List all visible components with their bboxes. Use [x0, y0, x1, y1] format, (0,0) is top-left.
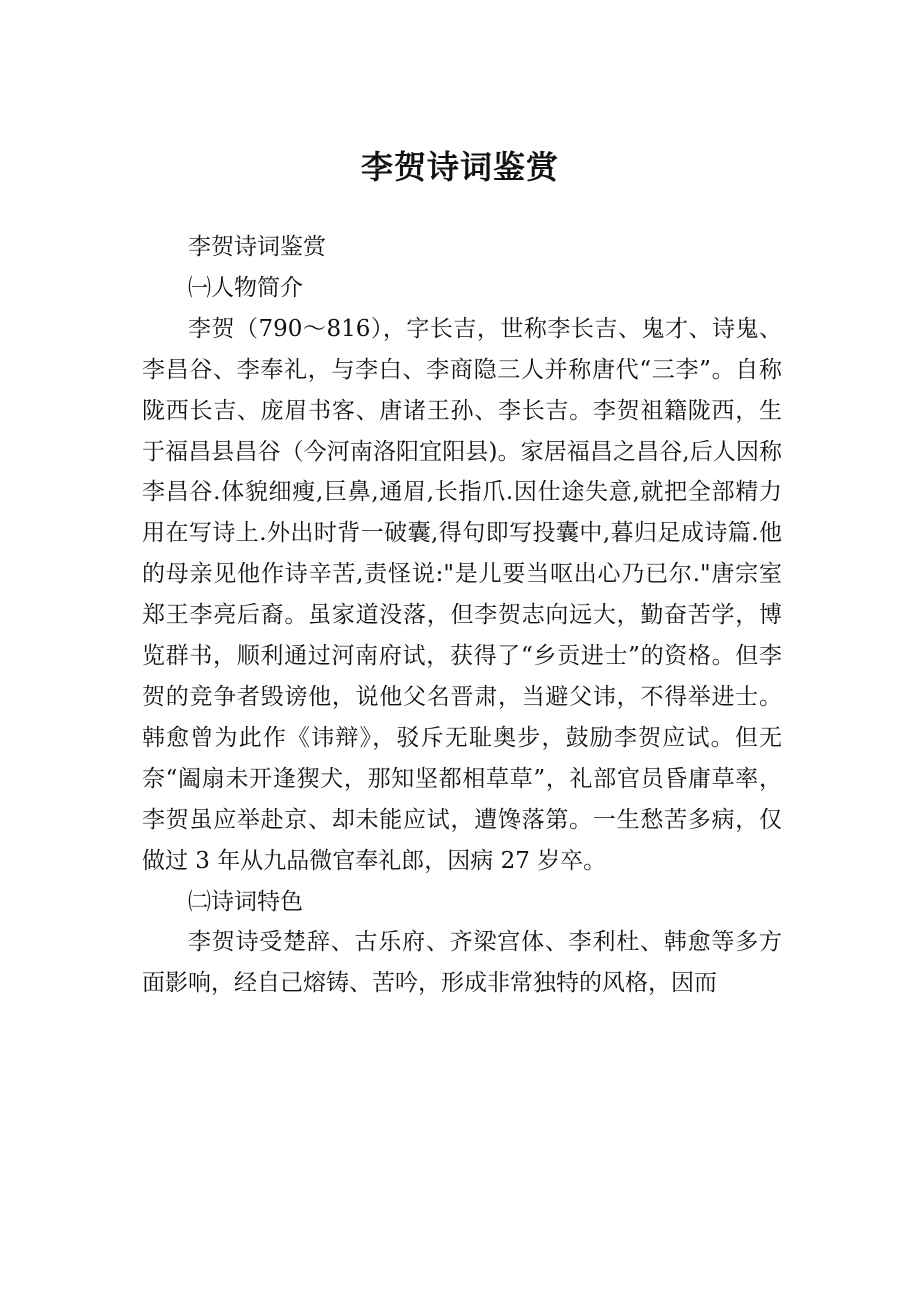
biography-paragraph: 李贺（790～816），字长吉，世称李长吉、鬼才、诗鬼、李昌谷、李奉礼，与李白、李商隐三人并称唐代“三李”。自称陇西长吉、庞眉书客、唐诸王孙、李长吉。李贺祖籍陇西，生于福昌县昌谷（今河南洛阳宜阳县)。家居福昌之昌谷,后人因称李昌谷.体貌细瘦,巨鼻,通眉,长指爪.因仕途失意,就把全部精力用在写诗上.外出时背一破囊,得句即写投囊中,暮归足成诗篇.他的母亲见他作诗辛苦,责怪说:"是儿要当呕出心乃已尔."唐宗室郑王李亮后裔。虽家道没落，但李贺志向远大，勤奋苦学，博览群书，顺利通过河南府试，获得了“乡贡进士”的资格。但李贺的竞争者毁谤他，说他父名晋肃，当避父讳，不得举进士。韩愈曾为此作《讳辩》，驳斥无耻奥步，鼓励李贺应试。但无奈“阖扇未开逢猰犬，那知坚都相草草”，礼部官员昏庸草率，李贺虽应举赴京、却未能应试，遭馋落第。一生愁苦多病，仅做过 3 年从九品微官奉礼郎，因病 27 岁卒。: [142, 315, 782, 874]
document-body: [142, 227, 782, 1004]
poetry-features-paragraph: 李贺诗受楚辞、古乐府、齐梁宫体、李利杜、韩愈等多方面影响，经自己熔铸、苦吟，形成非常独特的风格，因而: [142, 929, 782, 997]
section-heading-poetry-features: ㈡诗词特色: [188, 888, 303, 915]
section-heading-biography: ㈠人物简介: [188, 274, 303, 301]
subtitle-paragraph: 李贺诗词鉴赏: [188, 234, 326, 260]
document-title: 李贺诗词鉴赏: [360, 148, 559, 186]
